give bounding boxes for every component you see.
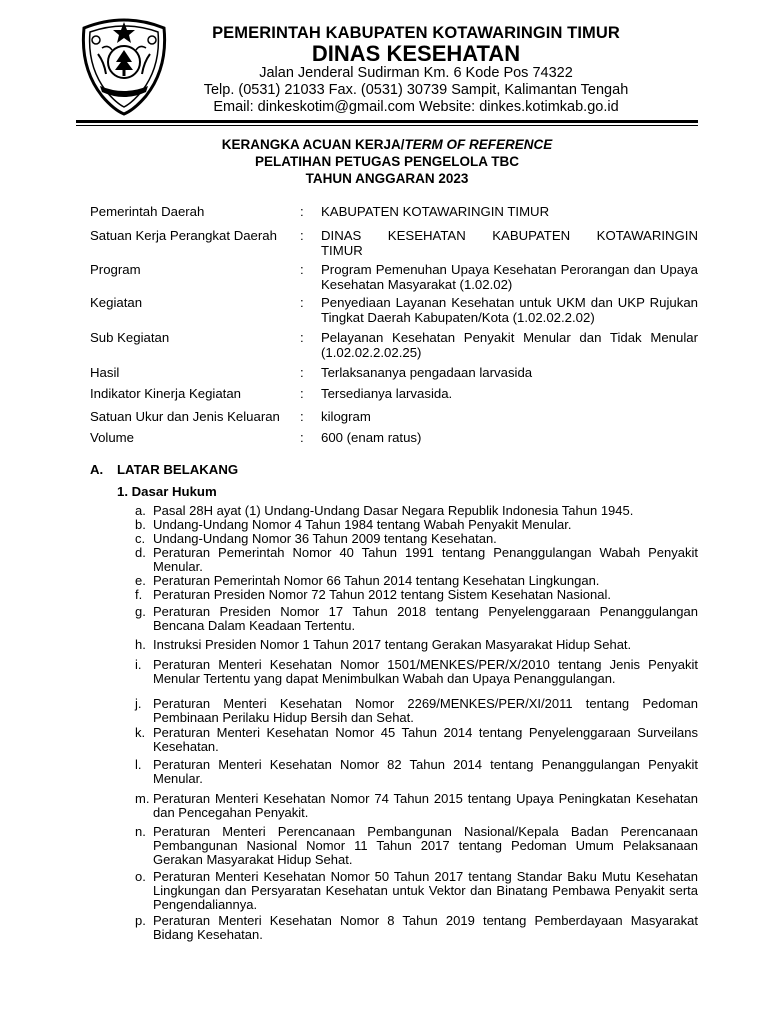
list-item-text: Instruksi Presiden Nomor 1 Tahun 2017 tentang Gerakan Masyarakat Hidup Sehat. [153, 637, 632, 652]
regency-coat-of-arms-logo [76, 14, 172, 118]
info-label: Hasil [90, 365, 120, 380]
list-item-text: Peraturan Menteri Kesehatan Nomor 45 Tahun 2014 tentang Penyelenggaraan Surveilans Kesehatan. [153, 725, 698, 754]
list-item-text: Peraturan Menteri Kesehatan Nomor 1501/MENKES/PER/X/2010 tentang Jenis Penyakit Menular Tertentu yang dapat Menimbulkan Wabah dan Upaya Penanggulangan. [153, 657, 698, 686]
list-marker: p. [135, 913, 146, 928]
section-title: LATAR BELAKANG [117, 462, 239, 477]
list-marker: l. [135, 757, 142, 772]
list-item-text: Peraturan Presiden Nomor 72 Tahun 2012 tentang Sistem Kesehatan Nasional. [153, 587, 611, 602]
letterhead-divider-thick [76, 120, 698, 123]
info-value: 600 (enam ratus) [321, 430, 422, 445]
list-item-text: Peraturan Menteri Kesehatan Nomor 74 Tahun 2015 tentang Upaya Peningkatan Kesehatan dan Pencegahan Penyakit. [153, 791, 698, 820]
letterhead-text [181, 24, 651, 116]
list-marker: a. [135, 503, 146, 518]
info-value: Pelayanan Kesehatan Penyakit Menular dan Tidak Menular (1.02.02.2.02.25) [321, 330, 698, 360]
list-marker: b. [135, 517, 146, 532]
info-colon: : [300, 386, 304, 401]
info-colon: : [300, 204, 304, 219]
list-item-text: Peraturan Menteri Kesehatan Nomor 82 Tahun 2014 tentang Penanggulangan Penyakit Menular. [153, 757, 698, 786]
list-marker: g. [135, 604, 146, 619]
info-label: Satuan Ukur dan Jenis Keluaran [90, 409, 280, 424]
list-marker: i. [135, 657, 142, 672]
section-letter: A. [90, 462, 104, 477]
list-marker: d. [135, 545, 146, 560]
title-line-2: PELATIHAN PETUGAS PENGELOLA TBC [254, 154, 519, 169]
list-marker: m. [135, 791, 150, 806]
agency-address: Jalan Jenderal Sudirman Km. 6 Kode Pos 74322 [259, 65, 573, 81]
info-label: Kegiatan [90, 295, 143, 310]
info-value: Tersedianya larvasida. [321, 386, 453, 401]
info-value-continued: TIMUR [321, 242, 363, 258]
agency-name: DINAS KESEHATAN [311, 41, 521, 66]
info-value: Terlaksananya pengadaan larvasida [321, 365, 533, 380]
info-colon: : [300, 430, 304, 445]
list-item-text: Peraturan Menteri Perencanaan Pembangunan Nasional/Kepala Badan Perencanaan Pembangunan Nasional Nomor 11 Tahun 2017 tentang Pedoman Umum Pelaksanaan Gerakan Masyarakat Hidup Sehat. [153, 824, 698, 867]
info-label: Indikator Kinerja Kegiatan [90, 386, 242, 401]
info-value: kilogram [321, 409, 371, 424]
info-value: KABUPATEN KOTAWARINGIN TIMUR [321, 204, 550, 219]
info-colon: : [300, 365, 304, 380]
list-item-text: Peraturan Menteri Kesehatan Nomor 2269/MENKES/PER/XI/2011 tentang Pedoman Pembinaan Perilaku Hidup Bersih dan Sehat. [153, 696, 698, 725]
list-marker: j. [135, 696, 142, 711]
list-marker: e. [135, 573, 146, 588]
list-marker: o. [135, 869, 146, 884]
info-value: DINAS KESEHATAN KABUPATEN KOTAWARINGIN [321, 228, 698, 243]
subsection-heading: 1. Dasar Hukum [117, 484, 217, 499]
info-label: Volume [90, 430, 134, 445]
list-item-text: Pasal 28H ayat (1) Undang-Undang Dasar Negara Republik Indonesia Tahun 1945. [153, 503, 634, 518]
info-label: Pemerintah Daerah [90, 204, 205, 219]
agency-email-website: Email: dinkeskotim@gmail.com Website: dinkes.kotimkab.go.id [213, 99, 619, 115]
letterhead-divider-thin [76, 125, 698, 126]
info-label: Sub Kegiatan [90, 330, 170, 345]
info-colon: : [300, 262, 304, 277]
info-colon: : [300, 228, 304, 243]
list-marker: k. [135, 725, 146, 740]
info-label: Program [90, 262, 141, 277]
info-value: Penyediaan Layanan Kesehatan untuk UKM dan UKP Rujukan Tingkat Daerah Kabupaten/Kota (1.02.02.2.02) [321, 295, 698, 325]
agency-phone-fax: Telp. (0531) 21033 Fax. (0531) 30739 Sampit, Kalimantan Tengah [203, 82, 629, 98]
title-line-3: TAHUN ANGGARAN 2023 [305, 171, 469, 186]
title-line-1: KERANGKA ACUAN KERJA/TERM OF REFERENCE [221, 137, 553, 152]
list-item-text: Peraturan Pemerintah Nomor 66 Tahun 2014 tentang Kesehatan Lingkungan. [153, 573, 600, 588]
list-item-text: Undang-Undang Nomor 36 Tahun 2009 tentang Kesehatan. [153, 531, 497, 546]
list-marker: n. [135, 824, 146, 839]
letterhead [76, 14, 698, 124]
info-colon: : [300, 409, 304, 424]
list-item-text: Peraturan Menteri Kesehatan Nomor 50 Tahun 2017 tentang Standar Baku Mutu Kesehatan Lingkungan dan Persyaratan Kesehatan untuk Vektor dan Binatang Pembawa Penyakit serta Pengendaliannya. [153, 869, 698, 912]
list-item-text: Peraturan Pemerintah Nomor 40 Tahun 1991 tentang Penanggulangan Wabah Penyakit Menular. [153, 545, 698, 574]
info-value: Program Pemenuhan Upaya Kesehatan Perorangan dan Upaya Kesehatan Masyarakat (1.02.02) [321, 262, 698, 292]
list-marker: c. [135, 531, 146, 546]
info-label: Satuan Kerja Perangkat Daerah [90, 228, 277, 243]
info-colon: : [300, 330, 304, 345]
info-colon: : [300, 295, 304, 310]
list-item-text: Peraturan Menteri Kesehatan Nomor 8 Tahun 2019 tentang Pemberdayaan Masyarakat Bidang Kesehatan. [153, 913, 698, 942]
government-name: PEMERINTAH KABUPATEN KOTAWARINGIN TIMUR [212, 24, 620, 42]
document-title [76, 136, 698, 187]
list-item-text: Peraturan Presiden Nomor 17 Tahun 2018 tentang Penyelenggaraan Penanggulangan Bencana Dalam Keadaan Tertentu. [153, 604, 698, 633]
list-marker: f. [135, 587, 143, 602]
list-item-text: Undang-Undang Nomor 4 Tahun 1984 tentang Wabah Penyakit Menular. [153, 517, 572, 532]
list-marker: h. [135, 637, 146, 652]
